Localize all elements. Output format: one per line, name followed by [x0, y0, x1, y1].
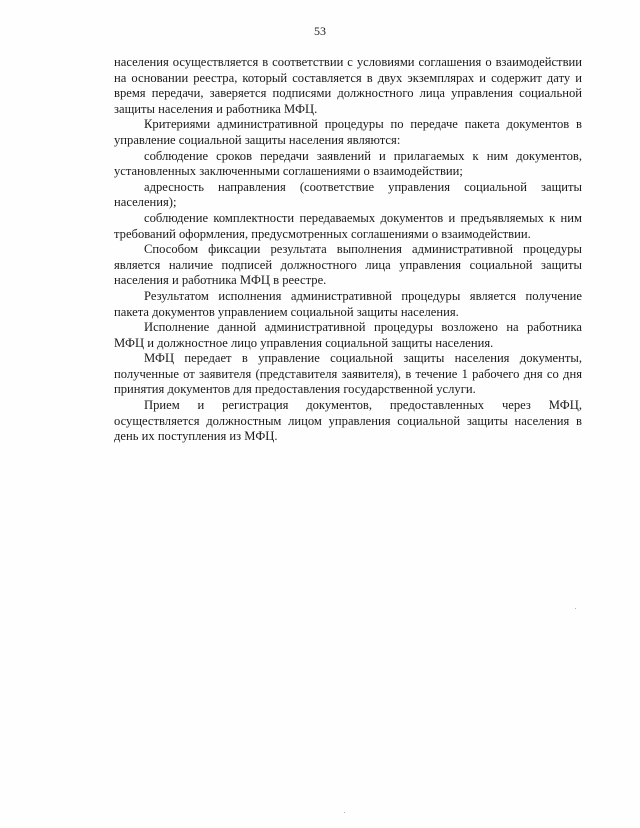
paragraph-10: Прием и регистрация документов, предоставленных через МФЦ, осуществляется должностным лицом управления социальной защиты населения в день их поступления из МФЦ.	[114, 398, 582, 444]
paragraph-7: Результатом исполнения административной процедуры является получение пакета документов управлением социальной защиты населения.	[114, 288, 582, 319]
paragraph-2: Критериями административной процедуры по передаче пакета документов в управление социальной защиты населения являются:	[114, 117, 582, 147]
paragraph-6: Способом фиксации результата выполнения административной процедуры является наличие подписей должностного лица управления социальной защиты населения и работника МФЦ в реестре.	[114, 242, 582, 288]
paragraph-8: Исполнение данной административной процедуры возложено на работника МФЦ и должностное лицо управления социальной защиты населения.	[114, 320, 582, 350]
scan-speck	[344, 812, 345, 813]
paragraph-3: соблюдение сроков передачи заявлений и прилагаемых к ним документов, установленных заключенными соглашениями о взаимодействии;	[114, 148, 582, 179]
paragraph-5: соблюдение комплектности передаваемых документов и предъявляемых к ним требований оформления, предусмотренных соглашениями о взаимодействии.	[114, 210, 582, 241]
scan-speck	[575, 608, 576, 609]
paragraph-1: населения осуществляется в соответствии с условиями соглашения о взаимодействии на основании реестра, который составляется в двух экземплярах и содержит дату и время передачи, заверяется подписями должностного лица управления социальной защиты населения и работника МФЦ.	[114, 55, 582, 116]
page-number: 53	[314, 24, 326, 38]
paragraph-9: МФЦ передает в управление социальной защиты населения документы, полученные от заявителя (представителя заявителя), в течение 1 рабочего дня со дня принятия документов для предоставления государственной услуги.	[114, 351, 582, 397]
paragraph-4: адресность направления (соответствие управления социальной защиты населения);	[114, 179, 582, 210]
document-body	[114, 55, 582, 445]
